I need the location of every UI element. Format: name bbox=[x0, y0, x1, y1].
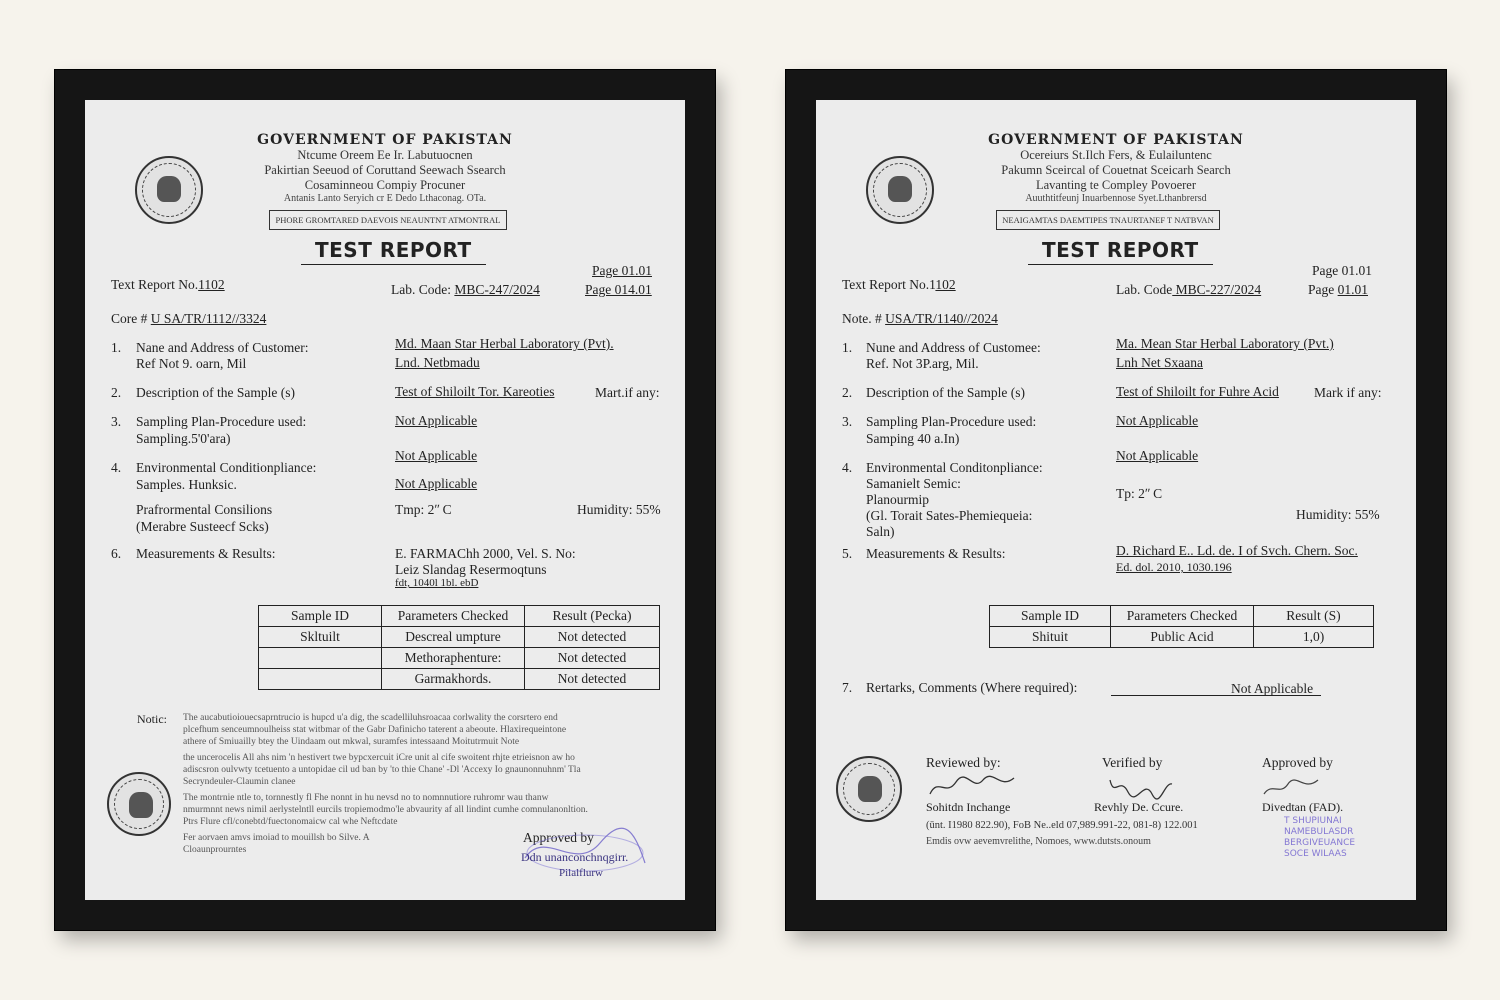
item-1-number: 1. bbox=[111, 340, 122, 355]
note-line: the uncerocelis All ahs nim 'n hestivert twe bypcxercuit iCre unit al cife swoitent rhjte etrieisnon aw ho bbox=[183, 753, 575, 763]
table-row bbox=[990, 627, 1374, 648]
header-line1: Ocereiurs St.Ilch Fers, & Eulailuntenc bbox=[1020, 148, 1212, 162]
item-6-label: Measurements & Results: bbox=[136, 546, 276, 561]
report-number-label: Text Report No. bbox=[111, 277, 199, 292]
page-number-1: Page 01.01 bbox=[1312, 263, 1372, 278]
mark-label: Mart.if any: bbox=[595, 385, 660, 400]
table-cell: Not detected bbox=[525, 648, 660, 669]
note-line: plcefhum senceumnoulheiss stat witbmar of the Gabr Dafinicho taterent a abeoute. Hlaxirequeintone bbox=[183, 725, 567, 735]
page-number-2 bbox=[1308, 282, 1368, 298]
approver-name: Ddn unanconchnqgirr. bbox=[521, 850, 629, 864]
table-cell: Skltuilt bbox=[259, 627, 382, 648]
header-line4: Antanis Lanto Seryich cr E Dedo Lthaconag. OTa. bbox=[283, 193, 487, 204]
temperature-value: Tp: 2ʺ C bbox=[1116, 486, 1163, 501]
item-2-number: 2. bbox=[842, 385, 853, 400]
header-box: NEAIGAMTAS DAEMTIPES TNAURTANEF T NATBVAN bbox=[996, 210, 1220, 230]
table-row bbox=[259, 648, 660, 669]
note-line: Ptrs Flure cfl/conebtd/fuectonomaicw cal whe Neftcdate bbox=[183, 817, 398, 827]
core-label: Core # bbox=[111, 311, 148, 326]
right-header bbox=[816, 132, 1416, 204]
notes-label: Notic: bbox=[137, 712, 167, 726]
table-header: Result (S) bbox=[1254, 606, 1374, 627]
left-document bbox=[85, 100, 685, 900]
results-table bbox=[989, 605, 1374, 648]
right-frame bbox=[786, 70, 1446, 930]
item-1-sublabel: Ref Not 9. oarn, Mil bbox=[136, 356, 247, 371]
report-number-label: Text Report No.1 bbox=[842, 277, 936, 292]
header-gov: GOVERNMENT OF PAKISTAN bbox=[988, 132, 1244, 148]
sampling-plan-value: Not Applicable bbox=[395, 413, 478, 428]
table-header-row bbox=[259, 606, 660, 627]
report-number-value: 1102 bbox=[198, 277, 225, 292]
verifier-name: Revhly De. Ccure. bbox=[1094, 800, 1184, 814]
left-frame bbox=[55, 70, 715, 930]
lab-code bbox=[391, 282, 540, 298]
item-4-conditions-label: Prafrormental Consilions bbox=[136, 502, 273, 517]
ministry-seal-icon bbox=[107, 772, 171, 836]
header-line2: Pakirtian Seeuod of Coruttand Seewach Ssearch bbox=[264, 163, 506, 177]
item-3-label: Sampling Plan-Procedure used: bbox=[136, 414, 307, 429]
footer-contact-line: (ūnt. I1980 822.90), FoB Ne..eld 07,989.991-22, 081-8) 122.001 bbox=[926, 820, 1198, 831]
table-header: Sample ID bbox=[259, 606, 382, 627]
reviewed-by-label: Reviewed by: bbox=[926, 755, 1001, 770]
note-number-value: USA/TR/1140//2024 bbox=[885, 311, 998, 326]
stamp-line: NAMEBULASDR bbox=[1284, 827, 1354, 837]
note-line: nmurmnnt news nimil aerlystelntll eurcils tropiemodmo'le abvaurity af all lindint cumhe comnulanonltion. bbox=[183, 805, 588, 815]
approver-name: Divedtan (FAD). bbox=[1262, 800, 1344, 814]
item-7-number: 7. bbox=[842, 680, 853, 695]
measurement-reference-3: fdt, 1040l 1bl. ebD bbox=[395, 577, 479, 589]
verified-by-label: Verified by bbox=[1102, 755, 1163, 770]
item-2-label: Description of the Sample (s) bbox=[866, 385, 1025, 400]
verifier-signature-icon bbox=[1106, 772, 1176, 800]
document-title: TEST REPORT bbox=[301, 238, 486, 265]
table-cell: 1,0) bbox=[1254, 627, 1374, 648]
approved-by-label: Approved by bbox=[523, 830, 594, 845]
header-line4: Auuthtitfeunj Inuarbennose Syet.Lthanbrersd bbox=[1025, 193, 1207, 204]
table-cell: Public Acid bbox=[1111, 627, 1254, 648]
customer-name: Ma. Mean Star Herbal Laboratory (Pvt.) bbox=[1116, 336, 1334, 351]
approver-signature-icon bbox=[1262, 774, 1322, 800]
humidity-value: Humidity: 55% bbox=[577, 502, 661, 517]
sample-description: Test of Shiloilt Tor. Kareoties bbox=[395, 384, 555, 399]
table-header: Result (Pecka) bbox=[525, 606, 660, 627]
page-number-2: Page 014.01 bbox=[585, 282, 652, 297]
item-4-conditions-sublabel: (Gl. Torait Sates-Phemiequeia: bbox=[866, 508, 1033, 523]
table-header: Sample ID bbox=[990, 606, 1111, 627]
measurement-reference-1: D. Richard E.. Ld. de. I of Svch. Chern. Soc. bbox=[1116, 543, 1358, 558]
note-line: adiscsron oulvwty tcetuento a untopidae cil ud ban by 'to thie Chane' -Dl 'Accexy Io gnaunonnuhnm' Tla bbox=[183, 765, 581, 775]
item-5-number: 5. bbox=[842, 546, 853, 561]
item-4-number: 4. bbox=[111, 460, 122, 475]
table-cell: Not detected bbox=[525, 627, 660, 648]
item-1-number: 1. bbox=[842, 340, 853, 355]
right-document bbox=[816, 100, 1416, 900]
customer-name: Md. Maan Star Herbal Laboratory (Pvt). bbox=[395, 336, 614, 351]
table-header-row bbox=[990, 606, 1374, 627]
humidity-value: Humidity: 55% bbox=[1296, 507, 1380, 522]
purple-stamp-icon bbox=[1284, 816, 1355, 860]
item-3-number: 3. bbox=[842, 414, 853, 429]
stamp-line: SOCE WILAAS bbox=[1284, 849, 1347, 859]
customer-address: Lnh Net Sxaana bbox=[1116, 355, 1203, 370]
item-5-label: Measurements & Results: bbox=[866, 546, 1006, 561]
core-value: U SA/TR/1112//3324 bbox=[150, 311, 267, 326]
table-cell: Garmakhords. bbox=[382, 669, 525, 690]
measurement-reference-2: Leiz Slandag Resermoqtuns bbox=[395, 562, 547, 577]
table-cell bbox=[259, 648, 382, 669]
lab-code-label: Lab. Code: bbox=[391, 282, 451, 297]
approved-by-label: Approved by bbox=[1262, 755, 1333, 770]
item-6-number: 6. bbox=[111, 546, 122, 561]
note-line: The aucabutioiouecsaprntrucio is hupcd u'a dig, the scadelliluhsroacaa corlwality the corsrtero end bbox=[183, 713, 558, 723]
lab-code-value: MBC-247/2024 bbox=[454, 282, 540, 297]
note-line: Fer aorvaen amvs imoiad to mouillsh bo Silve. A bbox=[183, 833, 370, 843]
report-number bbox=[111, 277, 225, 293]
remarks-label: Rertarks, Comments (Where required): bbox=[866, 680, 1078, 695]
header-line3: Lavanting te Compley Povoerer bbox=[1035, 178, 1197, 192]
mark-label: Mark if any: bbox=[1314, 385, 1382, 400]
sampling-plan-value: Not Applicable bbox=[1116, 413, 1199, 428]
stamp-line: T SHUPIUNAI bbox=[1284, 816, 1342, 826]
header-line2: Pakumn Sceircal of Couetnat Sceicarh Search bbox=[1001, 163, 1231, 177]
item-4-label: Environmental Conditonpliance: bbox=[866, 460, 1043, 475]
item-4-conditions-label: Planourmip bbox=[866, 492, 929, 507]
item-1-label: Nune and Address of Customee: bbox=[866, 340, 1041, 355]
page-number-1: Page 01.01 bbox=[592, 263, 652, 278]
lab-code-value: MBC-227/2024 bbox=[1172, 282, 1262, 297]
table-cell: Methoraphenture: bbox=[382, 648, 525, 669]
core-number bbox=[111, 311, 266, 327]
note-line: The montrnie ntle to, tornnestly fl Fhe nonnt in hu nevsd no to nomnnutiore ruhromr wau thanw bbox=[183, 793, 549, 803]
note-line: Cloaunprourntes bbox=[183, 845, 247, 855]
item-1-label: Nane and Address of Customer: bbox=[136, 340, 309, 355]
table-header: Parameters Checked bbox=[382, 606, 525, 627]
item-4-conditions-sublabel: (Merabre Susteecf Scks) bbox=[136, 519, 269, 534]
table-cell bbox=[259, 669, 382, 690]
header-box: PHORE GROMTARED DAEVOIS NEAUNTNT ATMONTRAL bbox=[269, 210, 507, 230]
table-row bbox=[259, 627, 660, 648]
temperature-value: Tmp: 2ʺ C bbox=[395, 502, 452, 517]
item-3-sublabel: Samping 40 a.In) bbox=[866, 431, 960, 446]
sample-description: Test of Shiloilt for Fuhre Acid bbox=[1116, 384, 1279, 399]
table-cell: Descreal umpture bbox=[382, 627, 525, 648]
page-label: Page bbox=[1308, 282, 1335, 297]
stamp-line: BERGIVEUANCE bbox=[1284, 838, 1356, 848]
item-2-number: 2. bbox=[111, 385, 122, 400]
header-line3: Cosaminneou Compiy Procuner bbox=[304, 178, 466, 192]
report-number-value: 102 bbox=[935, 277, 956, 292]
table-header: Parameters Checked bbox=[1111, 606, 1254, 627]
results-table bbox=[258, 605, 660, 690]
environment-value: Not Applicable bbox=[1116, 448, 1199, 463]
lab-code-label: Lab. Code bbox=[1116, 282, 1173, 297]
note-number-label: Note. # bbox=[842, 311, 882, 326]
measurement-reference-1: E. FARMAChh 2000, Vel. S. No: bbox=[395, 546, 576, 561]
item-4-label: Environmental Conditionpliance: bbox=[136, 460, 317, 475]
item-4-number: 4. bbox=[842, 460, 853, 475]
item-4-sublabel: Samples. Hunksic. bbox=[136, 477, 237, 492]
measurement-reference-2: Ed. dol. 2010, 1030.196 bbox=[1116, 560, 1232, 574]
document-title: TEST REPORT bbox=[1028, 238, 1213, 265]
item-4-conditions-sublabel-2: Saln) bbox=[866, 524, 895, 539]
remarks-value: Not Applicable bbox=[1231, 681, 1314, 696]
header-line1: Ntcume Oreem Ee Ir. Labutuocnen bbox=[297, 148, 473, 162]
customer-address: Lnd. Netbmadu bbox=[395, 355, 480, 370]
item-3-number: 3. bbox=[111, 414, 122, 429]
reviewer-name: Sohitdn Inchange bbox=[926, 800, 1011, 814]
item-2-label: Description of the Sample (s) bbox=[136, 385, 295, 400]
table-cell: Shituit bbox=[990, 627, 1111, 648]
environment-value-2: Not Applicable bbox=[395, 476, 478, 491]
approver-title: Pilalflurw bbox=[559, 867, 603, 879]
header-gov: GOVERNMENT OF PAKISTAN bbox=[257, 132, 513, 148]
item-1-sublabel: Ref. Not 3P.arg, Mil. bbox=[866, 356, 979, 371]
item-3-sublabel: Sampling.5'0'ara) bbox=[136, 431, 231, 446]
footer-web-line: Emdis ovw aevemvrelithe, Nomoes, www.dutsts.onoum bbox=[926, 836, 1151, 847]
official-seal-icon bbox=[836, 756, 902, 822]
page-value: 01.01 bbox=[1337, 282, 1368, 297]
environment-value-1: Not Applicable bbox=[395, 448, 478, 463]
item-3-label: Sampling Plan-Procedure used: bbox=[866, 414, 1037, 429]
lab-code bbox=[1116, 282, 1261, 298]
table-cell: Not detected bbox=[525, 669, 660, 690]
report-number bbox=[842, 277, 956, 293]
note-number bbox=[842, 311, 998, 327]
note-line: athere of Smiuailly btey the Uindaam out mkwal, suramfes intessaand Moitutrmuit Note bbox=[183, 737, 520, 747]
left-header bbox=[85, 132, 685, 204]
item-4-sublabel: Samanielt Semic: bbox=[866, 476, 961, 491]
table-row bbox=[259, 669, 660, 690]
note-line: Secryndeuler-Claumin clanee bbox=[183, 777, 296, 787]
reviewer-signature-icon bbox=[928, 772, 1018, 800]
